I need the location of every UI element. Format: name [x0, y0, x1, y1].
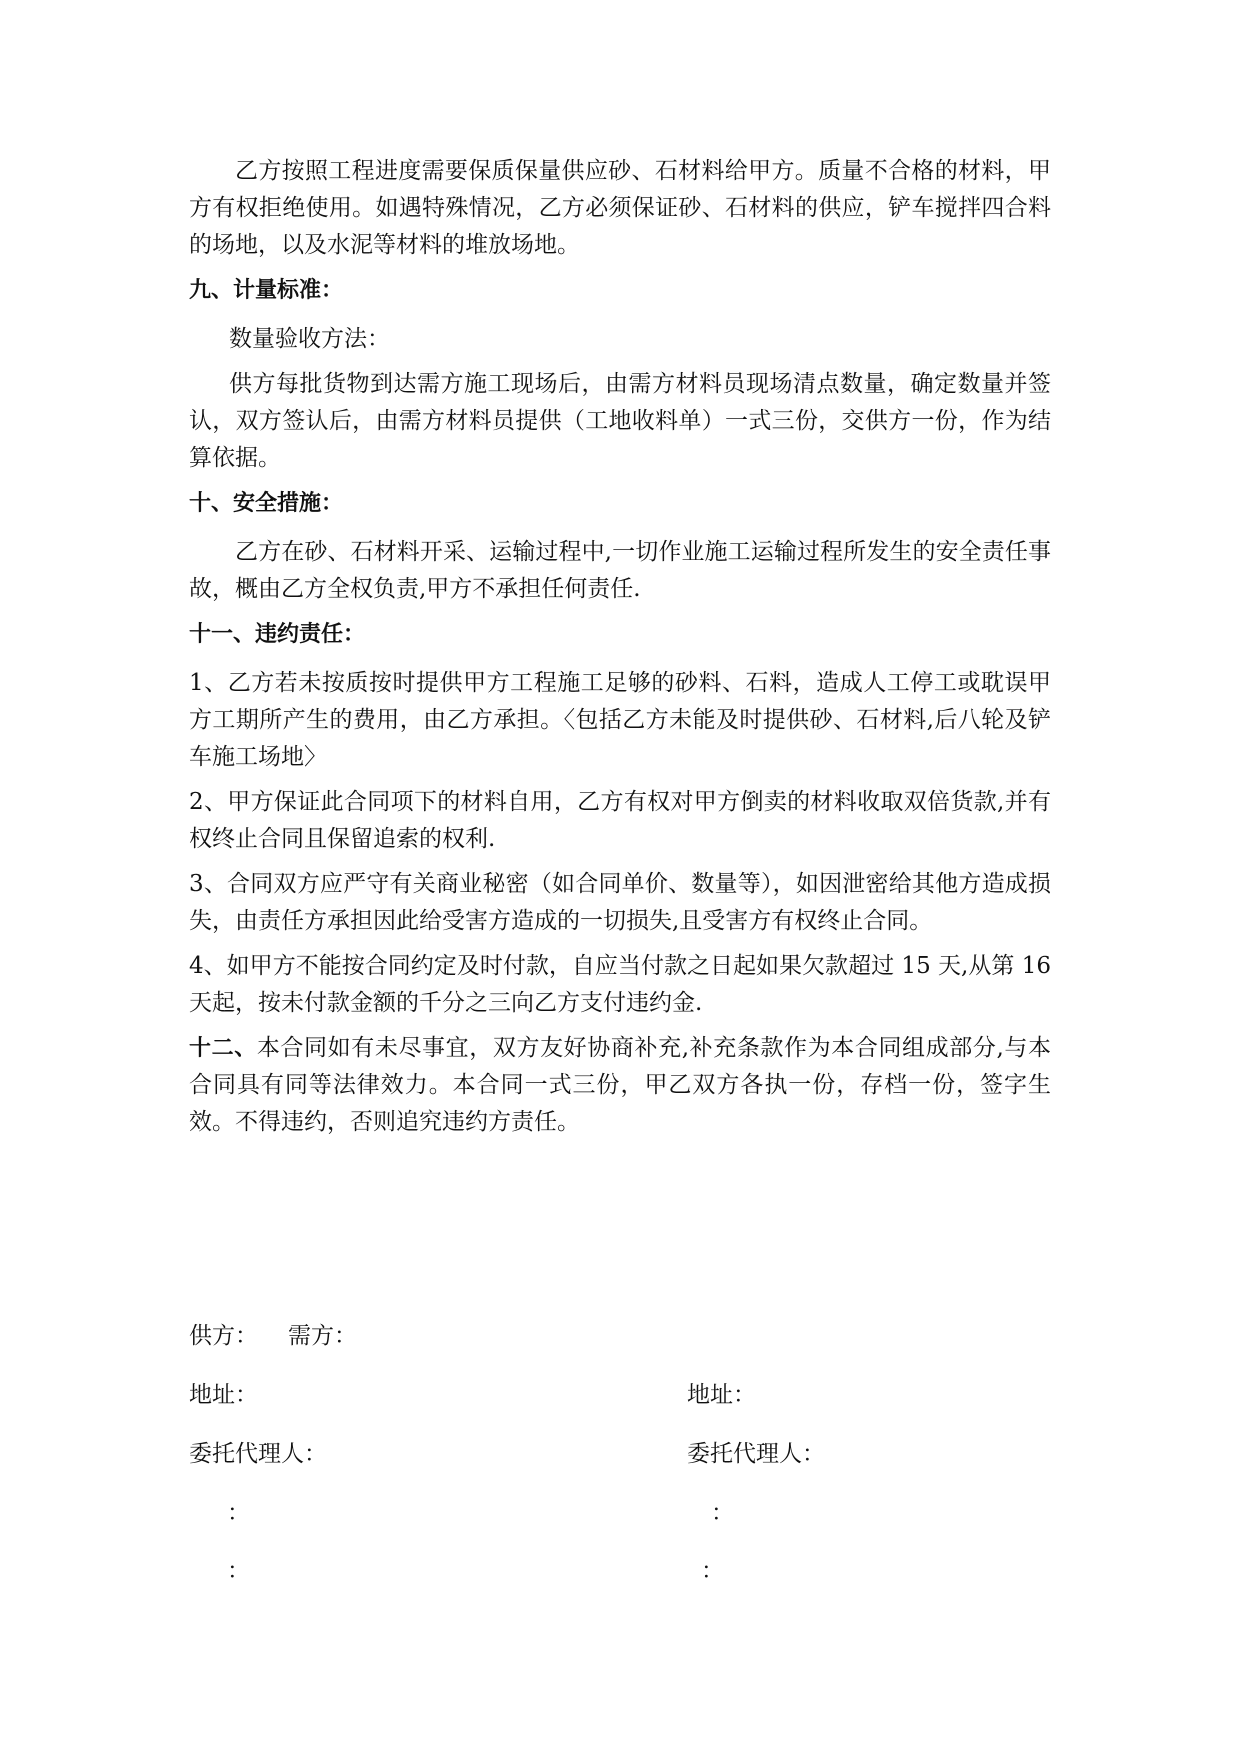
section-9-heading: 九、计量标准：: [189, 278, 344, 303]
agent-left-label: 委托代理人：: [189, 1441, 327, 1467]
blank-colon-left-2: ：: [227, 1558, 250, 1584]
section-9-subtitle: 数量验收方法：: [229, 326, 390, 352]
supplier-label: 供方：: [189, 1323, 258, 1349]
section-12-heading: 十二、: [189, 1036, 257, 1061]
section-11-heading: 十一、违约责任：: [189, 622, 366, 647]
agent-right-label: 委托代理人：: [687, 1441, 825, 1467]
contract-body: [189, 153, 1051, 1149]
section-11-item-4: 4、如甲方不能按合同约定及时付款，自应当付款之日起如果欠款超过 15 天,从第 16 天起，按未付款金额的千分之三向乙方支付违约金.: [189, 953, 1051, 1016]
section-12-text: 本合同如有未尽事宜，双方友好协商补充,补充条款作为本合同组成部分,与本合同具有同等法律效力。本合同一式三份，甲乙双方各执一份，存档一份，签字生效。不得违约，否则追究违约方责任。: [189, 1035, 1051, 1135]
supply-paragraph: 乙方按照工程进度需要保质保量供应砂、石材料给甲方。质量不合格的材料，甲方有权拒绝使用。如遇特殊情况，乙方必须保证砂、石材料的供应，铲车搅拌四合料的场地，以及水泥等材料的堆放场地。: [189, 158, 1051, 258]
section-11-item-2: 2、甲方保证此合同项下的材料自用，乙方有权对甲方倒卖的材料收取双倍货款,并有权终止合同且保留追索的权利.: [189, 789, 1051, 852]
signature-agent-row: [189, 1436, 1051, 1473]
address-right-label: 地址：: [687, 1382, 756, 1408]
blank-colon-right-2: ：: [701, 1558, 724, 1584]
section-10-heading: 十、安全措施：: [189, 491, 344, 516]
section-11-item-1: 1、乙方若未按质按时提供甲方工程施工足够的砂料、石料，造成人工停工或耽误甲方工期所产生的费用，由乙方承担。〈包括乙方未能及时提供砂、石材料,后八轮及铲车施工场地〉: [189, 670, 1051, 770]
section-10-paragraph: 乙方在砂、石材料开采、运输过程中,一切作业施工运输过程所发生的安全责任事故，概由乙方全权负责,甲方不承担任何责任.: [189, 539, 1051, 602]
blank-colon-left-1: ：: [227, 1500, 250, 1526]
blank-colon-right-1: ：: [711, 1500, 734, 1526]
section-9-paragraph: 供方每批货物到达需方施工现场后，由需方材料员现场清点数量，确定数量并签认，双方签认后，由需方材料员提供（工地收料单）一式三份，交供方一份，作为结算依据。: [189, 371, 1051, 471]
signature-address-row: [189, 1377, 1051, 1414]
address-left-label: 地址：: [189, 1382, 258, 1408]
section-11-item-3: 3、合同双方应严守有关商业秘密（如合同单价、数量等），如因泄密给其他方造成损失，由责任方承担因此给受害方造成的一切损失,且受害方有权终止合同。: [189, 871, 1051, 934]
section-12-paragraph: [189, 1030, 1051, 1141]
signature-parties-row: [189, 1318, 1051, 1355]
buyer-label: 需方：: [288, 1323, 357, 1349]
